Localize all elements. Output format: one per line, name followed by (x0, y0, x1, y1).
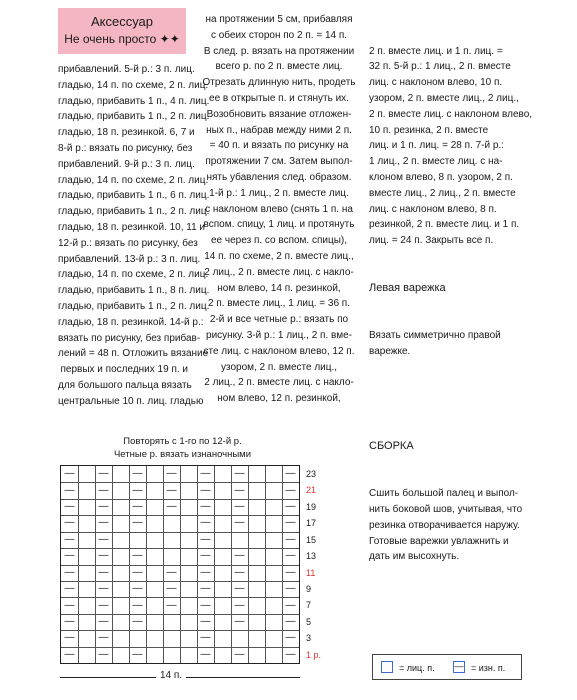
column1-text-line: гладью, 18 п. резинкой. 14-й р.: (58, 316, 204, 328)
column3-text-line: лиц. с наклоном влево, 8 п. (369, 203, 497, 215)
grid-row-line (61, 614, 299, 615)
purl-stitch-mark: — (285, 517, 296, 529)
column3-text-line: 2 п. вместе лиц. с наклоном влево, (369, 108, 533, 120)
grid-row-line (61, 515, 299, 516)
column2-text-line: ее в открытые п. и стянуть их. (209, 92, 349, 104)
column2-text-line: В след. р. вязать на протяжении (203, 45, 355, 57)
column1-text-line: гладью, 14 п. по схеме, 2 п. лиц. (58, 79, 209, 91)
column1-text-line: прибавлений. 13-й р.: 3 п. лиц. (58, 253, 201, 265)
column2-text-line: нять убавления след. образом. (206, 171, 352, 183)
grid-row-line (61, 581, 299, 582)
left-mitten-text-line: Вязать симметрично правой (369, 329, 501, 341)
purl-stitch-mark: — (285, 583, 296, 595)
column2-text-line: = 40 п. и вязать по рисунку на (209, 140, 349, 152)
purl-stitch-mark: — (200, 648, 211, 660)
column1-text-line: гладью, прибавить 1 п., 2 п. лиц. (58, 111, 210, 123)
purl-stitch-mark: — (200, 583, 211, 595)
purl-stitch-mark: — (132, 550, 143, 562)
column2-text-line: 14 п. по схеме, 2 п. вместе лиц., (204, 250, 354, 262)
purl-stitch-mark: — (98, 501, 109, 513)
purl-stitch-mark: — (234, 550, 245, 562)
instructions-column-1 (58, 62, 210, 410)
column1-text-line: лений = 48 п. Отложить вязание (58, 348, 209, 360)
purl-stitch-mark: — (285, 566, 296, 578)
left-mitten-text-line: варежке. (369, 345, 411, 357)
purl-stitch-mark: — (98, 550, 109, 562)
purl-stitch-mark: — (166, 501, 177, 513)
purl-stitch-mark: — (64, 599, 75, 611)
chart-row-number: 11 (306, 567, 316, 578)
column1-text-line: гладью, прибавить 1 п., 2 п. лиц. (58, 206, 210, 218)
purl-stitch-mark: — (234, 599, 245, 611)
column2-text-line: 2 лиц., 2 п. вместе лиц. с накло- (204, 377, 354, 389)
left-mitten-heading: Левая варежка (369, 281, 446, 294)
chart-row-number: 9 (306, 583, 312, 594)
purl-stitch-mark: — (64, 550, 75, 562)
purl-stitch-mark: — (200, 566, 211, 578)
knitting-chart-grid (60, 465, 300, 664)
purl-stitch-mark: — (98, 517, 109, 529)
purl-stitch-mark: — (132, 468, 143, 480)
column3-text-line: 10 п. резинка, 2 п. вместе (369, 124, 489, 136)
grid-row-line (61, 647, 299, 648)
purl-stitch-mark: — (98, 468, 109, 480)
purl-stitch-mark: — (285, 533, 296, 545)
chart-row-number: 15 (306, 534, 317, 545)
purl-stitch-mark: — (98, 599, 109, 611)
purl-stitch-mark: — (98, 566, 109, 578)
column2-text-line: рисунку. 3-й р.: 1 лиц., 2 п. вме- (206, 329, 352, 341)
purl-stitch-mark: — (98, 615, 109, 627)
column1-text-line: гладью, прибавить 1 п., 2 п. лиц. (58, 300, 210, 312)
purl-stitch-mark: — (64, 615, 75, 627)
instructions-column-2 (194, 12, 364, 407)
purl-stitch-mark: — (64, 648, 75, 660)
column2-text-line: 2 лиц., 2 п. вместе лиц. с накло- (204, 266, 354, 278)
purl-stitch-mark: — (285, 615, 296, 627)
chart-row-number: 5 (306, 616, 312, 627)
chart-caption-even-rows: Четные р. вязать изнаночными (113, 449, 252, 460)
chart-legend (372, 654, 522, 680)
assembly-text-line: нить боковой шов, учитывая, что (369, 503, 523, 515)
grid-row-line (61, 482, 299, 483)
column1-text-line: прибавлений. 5-й р.: 3 п. лиц. (58, 64, 195, 75)
assembly-text-line: резинка отворачивается наружу. (369, 519, 520, 531)
assembly-text-line: Сшить большой палец и выпол- (369, 488, 519, 500)
column1-text-line: гладью, прибавить 1 п., 4 п. лиц. (58, 95, 210, 107)
purl-stitch-mark: — (234, 615, 245, 627)
purl-stitch-mark: — (64, 501, 75, 513)
purl-stitch-mark: — (166, 583, 177, 595)
purl-stitch-mark: — (200, 468, 211, 480)
column1-text-line: первых и последних 19 п. и (60, 364, 188, 376)
purl-stitch-mark: — (132, 599, 143, 611)
assembly-text-line: дать им высохнуть. (369, 551, 460, 563)
column1-text-line: гладью, 18 п. резинкой. 6, 7 и (58, 127, 195, 139)
purl-stitch-mark: — (234, 566, 245, 578)
grid-row-line (61, 499, 299, 500)
column3-text-line: резинкой, 2 п. вместе лиц. и 1 п. (369, 219, 520, 231)
chart-width-label: 14 п. (156, 670, 186, 681)
chart-row-number: 7 (306, 600, 312, 611)
assembly-heading: СБОРКА (369, 439, 414, 452)
column3-text-line: лиц. = 24 п. Закрыть все п. (369, 235, 494, 247)
purl-stitch-mark: — (98, 648, 109, 660)
chart-row-number: 13 (306, 551, 317, 562)
purl-stitch-mark: — (200, 550, 211, 562)
purl-stitch-mark: — (132, 517, 143, 529)
column1-text-line: прибавлений. 9-й р.: 3 п. лиц. (58, 158, 195, 170)
purl-stitch-mark: — (98, 484, 109, 496)
purl-stitch-mark: — (132, 501, 143, 513)
column1-text-line: вязать по рисунку, без прибав- (58, 332, 201, 344)
column3-text-line: 2 п. вместе лиц. и 1 п. лиц. = (369, 45, 503, 57)
purl-stitch-mark: — (166, 468, 177, 480)
grid-row-line (61, 597, 299, 598)
grid-row-line (61, 565, 299, 566)
column3-text-line: узором, 2 п. вместе лиц., 2 лиц., (369, 92, 519, 104)
purl-stitch-mark: — (285, 501, 296, 513)
grid-row-line (61, 630, 299, 631)
purl-stitch-mark: — (200, 484, 211, 496)
purl-stitch-mark: — (132, 566, 143, 578)
column2-text-line: сте лиц. с наклоном влево, 12 п. (203, 345, 355, 357)
purl-stitch-mark: — (64, 566, 75, 578)
purl-stitch-mark: — (132, 484, 143, 496)
chart-width-indicator (60, 670, 300, 686)
column3-text-line: вместе лиц., 2 лиц., 2 п. вместе (369, 187, 516, 199)
purl-stitch-mark: — (166, 599, 177, 611)
chart-row-number: 23 (306, 469, 317, 479)
assembly-text-line: Готовые варежки увлажнить и (369, 535, 509, 547)
purl-stitch-mark: — (285, 484, 296, 496)
chart-row-number: 21 (306, 485, 317, 496)
column2-text-line: Возобновить вязание отложен- (206, 108, 352, 120)
category-header (58, 8, 186, 54)
column1-text-line: центральные 10 п. лиц. гладью (58, 395, 204, 407)
grid-row-line (61, 548, 299, 549)
purl-stitch-mark: — (200, 632, 211, 644)
purl-stitch-mark: — (285, 632, 296, 644)
purl-stitch-mark: — (200, 501, 211, 513)
purl-stitch-mark: — (285, 550, 296, 562)
knit-stitch-legend-label: = лиц. п. (399, 663, 435, 673)
column2-text-line: ном влево, 14 п. резинкой, (217, 282, 341, 294)
purl-stitch-mark: — (234, 501, 245, 513)
purl-stitch-mark: — (285, 468, 296, 480)
purl-stitch-mark: — (166, 566, 177, 578)
purl-stitch-mark: — (234, 468, 245, 480)
column2-text-line: на протяжении 5 см, прибавляя (205, 14, 353, 25)
purl-stitch-mark: — (64, 583, 75, 595)
purl-stitch-mark: — (64, 517, 75, 529)
purl-stitch-mark: — (166, 484, 177, 496)
column3-text-line: 1 лиц., 2 п. вместе лиц. с на- (369, 156, 503, 168)
purl-stitch-mark: — (132, 615, 143, 627)
column1-text-line: гладью, 14 п. по схеме, 2 п. лиц. (58, 269, 209, 281)
column1-text-line: гладью, прибавить 1 п., 8 п. лиц. (58, 285, 210, 297)
purl-stitch-mark: — (200, 517, 211, 529)
column2-text-line: с обеих сторон по 2 п. = 14 п. (210, 29, 348, 41)
column2-text-line: всего р. по 2 п. вместе лиц. (215, 61, 343, 73)
purl-stitch-mark: — (234, 517, 245, 529)
column2-text-line: ее через п. со вспом. спицы), (211, 235, 347, 247)
knit-stitch-symbol-icon (381, 661, 393, 673)
purl-stitch-mark: — (200, 615, 211, 627)
chart-row-number: 19 (306, 501, 317, 512)
difficulty-label: Не очень просто ✦✦ (64, 32, 180, 46)
purl-stitch-mark: — (98, 533, 109, 545)
chart-row-number: 1 р. (306, 649, 322, 660)
column2-text-line: 2-й и все четные р.: вязать по (209, 314, 349, 326)
purl-stitch-mark: — (285, 648, 296, 660)
grid-row-line (61, 532, 299, 533)
column2-text-line: протяжении 7 см. Затем выпол- (205, 156, 353, 168)
column2-text-line: 2 п. вместе лиц., 1 лиц. = 36 п. (208, 298, 350, 310)
column1-text-line: 12-й р.: вязать по рисунку, без (58, 237, 198, 249)
column3-text-line: 32 п. 5-й р.: 1 лиц., 2 п. вместе (369, 61, 511, 73)
purl-stitch-mark: — (132, 583, 143, 595)
column3-text-line: клоном влево, 8 п. узором, 2 п. (369, 171, 513, 183)
purl-stitch-mark: — (234, 484, 245, 496)
chart-row-number: 3 (306, 633, 312, 644)
purl-stitch-mark: — (200, 599, 211, 611)
purl-stitch-mark: — (285, 599, 296, 611)
column1-text-line: гладью, прибавить 1 п., 6 п. лиц. (58, 190, 210, 202)
column1-text-line: гладью, 14 п. по схеме, 2 п. лиц. (58, 174, 209, 186)
column2-text-line: Отрезать длинную нить, продеть (202, 77, 356, 89)
purl-stitch-mark: — (200, 533, 211, 545)
purl-stitch-mark: — (64, 632, 75, 644)
purl-stitch-mark: — (98, 632, 109, 644)
purl-stitch-mark: — (234, 583, 245, 595)
instructions-column-3 (369, 12, 549, 581)
chart-caption-repeat: Повторять с 1-го по 12-й р. (123, 436, 242, 447)
column1-text-line: для большого пальца вязать (58, 379, 192, 391)
purl-stitch-legend-label: = изн. п. (471, 663, 506, 673)
purl-stitch-mark: — (98, 583, 109, 595)
purl-stitch-mark: — (234, 648, 245, 660)
column2-text-line: ном влево, 12 п. резинкой, (217, 393, 341, 405)
column2-text-line: узором, 2 п. вместе лиц., (220, 361, 338, 373)
column1-text-line: гладью, 18 п. резинкой. 10, 11 и (58, 221, 206, 233)
purl-stitch-symbol-icon: — (454, 661, 464, 671)
category-title: Аксессуар (90, 14, 154, 29)
column2-text-line: 1-й р.: 1 лиц., 2 п. вместе лиц. (209, 187, 349, 199)
purl-stitch-mark: — (64, 484, 75, 496)
column2-text-line: ных п., набрав между ними 2 п. (206, 124, 352, 136)
purl-stitch-mark: — (132, 648, 143, 660)
column3-text-line: лиц. и 1 п. лиц. = 28 п. 7-й р.: (369, 140, 504, 152)
chart-row-number: 17 (306, 518, 317, 529)
purl-stitch-mark: — (64, 468, 75, 480)
column1-text-line: 8-й р.: вязать по рисунку, без (58, 142, 193, 154)
purl-stitch-mark: — (64, 533, 75, 545)
column2-text-line: с наклоном влево (снять 1 п. на (205, 203, 353, 215)
column3-text-line: лиц. с наклоном влево, 10 п. (369, 77, 503, 89)
column2-text-line: вспом. спицу, 1 лиц. и протянуть (203, 219, 355, 231)
